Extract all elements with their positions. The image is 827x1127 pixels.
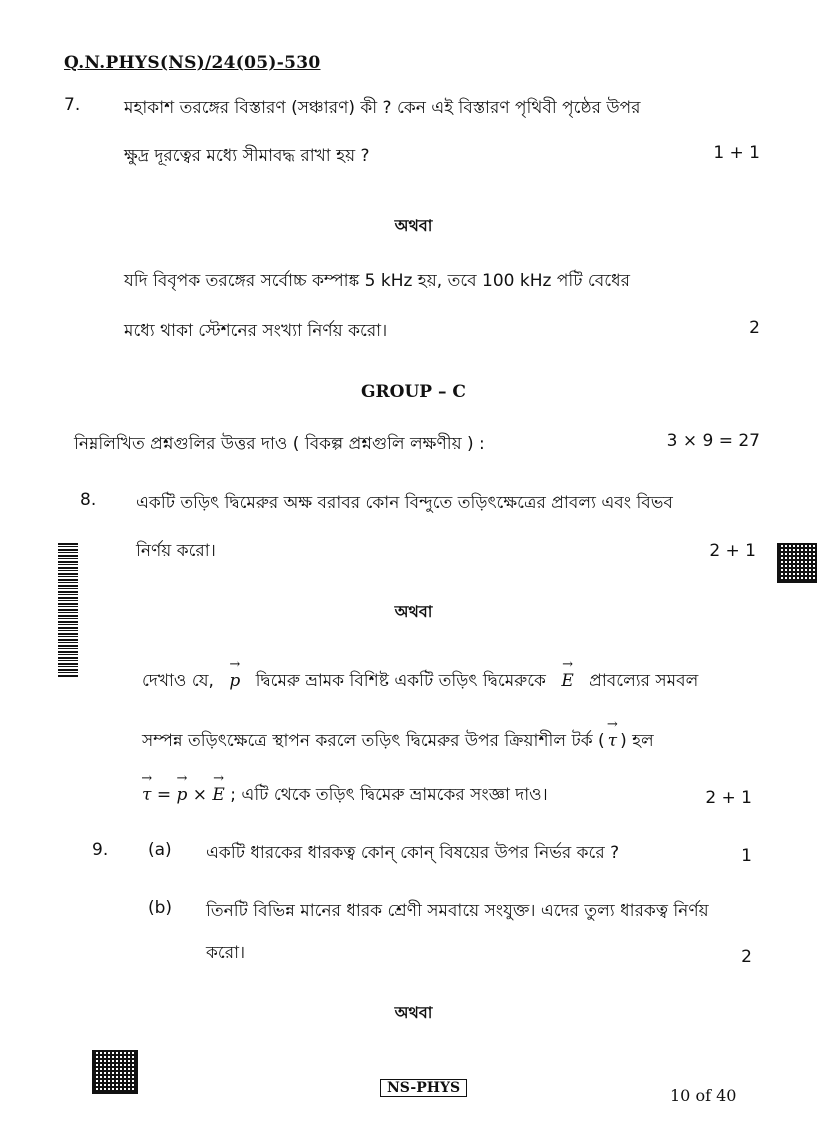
q9b-marks: 2 — [741, 947, 752, 967]
eq-p: → p — [176, 785, 187, 805]
dipole-moment-vector-p: → p — [229, 671, 240, 691]
eq-times: × — [192, 785, 208, 805]
q7-number: 7. — [64, 95, 81, 115]
q8-alt-text-a: দেখাও যে, — [142, 671, 214, 691]
q8-alt-text-b: দ্বিমেরু ভ্রামক বিশিষ্ট একটি তড়িৎ দ্বিমেরুকে — [255, 671, 546, 691]
q8-alt-text-c: প্রাবল্যের সমবল — [589, 671, 699, 691]
group-instruction: নিম্নলিখিত প্রশ্নগুলির উত্তর দাও ( বিকল্প প্রশ্নগুলি লক্ষণীয় ) : — [74, 434, 485, 454]
question-paper-code: Q.N.PHYS(NS)/24(05)-530 — [64, 53, 321, 73]
q8-alt-line2-text: সম্পন্ন তড়িৎক্ষেত্রে স্থাপন করলে তড়িৎ দ্বিমেরুর উপর ক্রিয়াশীল টর্ক ( — [142, 731, 605, 751]
q9-number: 9. — [92, 840, 109, 860]
or-label-3: অথবা — [394, 1003, 433, 1022]
q9b-line2: করো। — [206, 943, 246, 963]
q9b-line1: তিনটি বিভিন্ন মানের ধারক শ্রেণী সমবায়ে সংযুক্ত। এদের তুল্য ধারকত্ব নির্ণয় — [206, 901, 709, 921]
field-vector-e: → E — [561, 671, 573, 691]
bottom-qr-code-icon — [92, 1050, 138, 1094]
q8-alt-line2 — [142, 728, 654, 756]
q8-marks: 2 + 1 — [709, 541, 756, 561]
q7-line1: মহাকাশ তরঙ্গের বিস্তারণ (সঞ্চারণ) কী ? কেন এই বিস্তারণ পৃথিবী পৃষ্ঠের উপর — [124, 98, 641, 118]
q7-alt-line2: মধ্যে থাকা স্টেশনের সংখ্যা নির্ণয় করো। — [124, 321, 388, 341]
q7-alt-marks: 2 — [749, 318, 760, 338]
q9b-label: (b) — [148, 898, 173, 918]
eq-tau: → τ — [142, 785, 151, 805]
q8-alt-line2-end: ) হল — [620, 731, 654, 751]
eq-equals: = — [156, 785, 172, 805]
torque-vector-tau: → τ — [608, 731, 617, 751]
q7-marks: 1 + 1 — [713, 143, 760, 163]
q7-line2: ক্ষুদ্র দূরত্বের মধ্যে সীমাবদ্ধ রাখা হয় ? — [124, 146, 370, 166]
q8-number: 8. — [80, 490, 97, 510]
or-label-1: অথবা — [394, 216, 433, 235]
q8-alt-line3 — [142, 782, 548, 810]
q8-alt-line3-text: ; এটি থেকে তড়িৎ দ্বিমেরু ভ্রামকের সংজ্ঞা দাও। — [230, 785, 548, 805]
q7-alt-line1: যদি বিবৃপক তরঙ্গের সর্বোচ্চ কম্পাঙ্ক 5 kHz হয়, তবে 100 kHz পটি বেধের — [124, 271, 630, 291]
q8-alt-marks: 2 + 1 — [705, 788, 752, 808]
q8-line2: নির্ণয় করো। — [136, 541, 216, 561]
qr-code-icon — [777, 543, 817, 583]
page-number: 10 of 40 — [670, 1086, 737, 1105]
q9a-label: (a) — [148, 840, 172, 860]
q8-alt-line1 — [142, 668, 698, 696]
eq-e: → E — [212, 785, 224, 805]
q9a-text: একটি ধারকের ধারকত্ব কোন্ কোন্ বিষয়ের উপর নির্ভর করে ? — [206, 843, 620, 863]
group-marks: 3 × 9 = 27 — [666, 431, 760, 451]
q9a-marks: 1 — [741, 846, 752, 866]
footer-subject-code: NS-PHYS — [380, 1079, 467, 1097]
group-title: GROUP – C — [361, 382, 466, 402]
q8-line1: একটি তড়িৎ দ্বিমেরুর অক্ষ বরাবর কোন বিন্দুতে তড়িৎক্ষেত্রের প্রাবল্য এবং বিভব — [136, 493, 673, 513]
or-label-2: অথবা — [394, 602, 433, 621]
